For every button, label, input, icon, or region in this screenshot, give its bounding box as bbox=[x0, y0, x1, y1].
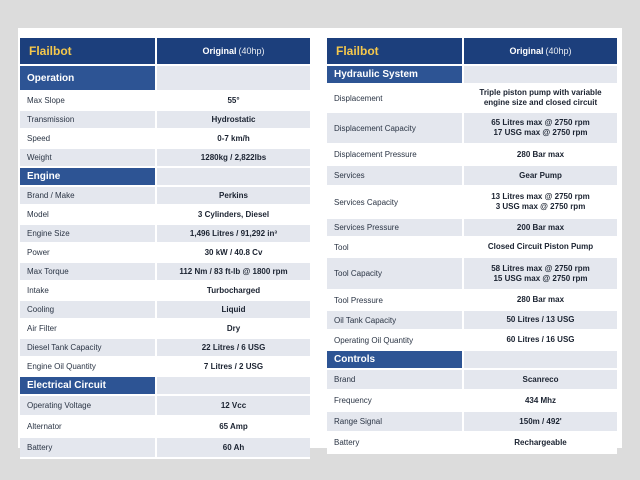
section-title: Engine bbox=[20, 168, 157, 185]
table-row bbox=[20, 358, 310, 377]
spec-label: Cooling bbox=[20, 301, 157, 318]
spec-value: 7 Litres / 2 USG bbox=[157, 358, 310, 375]
table-row bbox=[327, 391, 617, 412]
table-row bbox=[327, 219, 617, 238]
model-name bbox=[157, 38, 310, 64]
brand-name: Flailbot bbox=[327, 38, 464, 64]
model-power: (40hp) bbox=[545, 46, 572, 56]
spec-label: Engine Size bbox=[20, 225, 157, 242]
table-row bbox=[20, 417, 310, 438]
spec-label: Brand bbox=[327, 370, 464, 389]
spec-label: Frequency bbox=[327, 391, 464, 410]
spec-label: Air Filter bbox=[20, 320, 157, 337]
spec-value: 55° bbox=[157, 92, 310, 109]
spec-label: Tool Pressure bbox=[327, 291, 464, 309]
spec-value: 60 Ah bbox=[157, 438, 310, 457]
spec-value: Hydrostatic bbox=[157, 111, 310, 128]
spec-value: 65 Litres max @ 2750 rpm 17 USG max @ 2750 rpm bbox=[464, 113, 617, 143]
spec-value: 0-7 km/h bbox=[157, 130, 310, 147]
model-label: Original bbox=[202, 46, 237, 56]
spec-label: Weight bbox=[20, 149, 157, 166]
spec-value: 150m / 492' bbox=[464, 412, 617, 431]
spec-label: Services Pressure bbox=[327, 219, 464, 236]
spec-label: Diesel Tank Capacity bbox=[20, 339, 157, 356]
table-row bbox=[327, 258, 617, 291]
spec-label: Max Slope bbox=[20, 92, 157, 109]
section-title: Operation bbox=[20, 66, 157, 90]
spec-label: Services Capacity bbox=[327, 187, 464, 217]
spec-value: 3 Cylinders, Diesel bbox=[157, 206, 310, 223]
table-row bbox=[20, 187, 310, 206]
table-row bbox=[20, 206, 310, 225]
spec-value: Rechargeable bbox=[464, 433, 617, 452]
table-row bbox=[20, 282, 310, 301]
spec-label: Displacement Pressure bbox=[327, 145, 464, 164]
table-row bbox=[20, 130, 310, 149]
table-row bbox=[327, 113, 617, 145]
spec-label: Battery bbox=[327, 433, 464, 452]
table-row bbox=[327, 291, 617, 311]
spec-sheet bbox=[18, 28, 622, 452]
spec-value: Perkins bbox=[157, 187, 310, 204]
table-row bbox=[20, 301, 310, 320]
spec-value: 434 Mhz bbox=[464, 391, 617, 410]
spec-value: 1280kg / 2,822lbs bbox=[157, 149, 310, 166]
spec-value: 200 Bar max bbox=[464, 219, 617, 236]
section-header-controls bbox=[327, 351, 617, 370]
table-row bbox=[20, 111, 310, 130]
table-row bbox=[327, 85, 617, 113]
table-row bbox=[20, 320, 310, 339]
spec-value: 13 Litres max @ 2750 rpm 3 USG max @ 2750 rpm bbox=[464, 187, 617, 217]
spec-label: Intake bbox=[20, 282, 157, 299]
spec-value: 65 Amp bbox=[157, 417, 310, 436]
table-row bbox=[327, 187, 617, 219]
table-row bbox=[20, 92, 310, 111]
model-label: Original bbox=[509, 46, 544, 56]
spec-table-left bbox=[20, 38, 310, 459]
section-header-operation bbox=[20, 66, 310, 92]
section-header-hydraulic bbox=[327, 66, 617, 85]
spec-label: Brand / Make bbox=[20, 187, 157, 204]
spec-label: Displacement bbox=[327, 85, 464, 111]
table-row bbox=[327, 433, 617, 454]
spec-value: 30 kW / 40.8 Cv bbox=[157, 244, 310, 261]
table-row bbox=[327, 412, 617, 433]
spec-value: 280 Bar max bbox=[464, 145, 617, 164]
model-name bbox=[464, 38, 617, 64]
table-row bbox=[327, 238, 617, 258]
spec-label: Oil Tank Capacity bbox=[327, 311, 464, 329]
spec-value: Scanreco bbox=[464, 370, 617, 389]
spec-label: Model bbox=[20, 206, 157, 223]
spec-table-right bbox=[327, 38, 617, 454]
spec-label: Services bbox=[327, 166, 464, 185]
spec-label: Speed bbox=[20, 130, 157, 147]
spec-value: 112 Nm / 83 ft-lb @ 1800 rpm bbox=[157, 263, 310, 280]
table-header bbox=[327, 38, 617, 66]
table-row bbox=[20, 438, 310, 459]
table-row bbox=[327, 311, 617, 331]
section-title: Controls bbox=[327, 351, 464, 368]
spec-label: Operating Voltage bbox=[20, 396, 157, 415]
model-power: (40hp) bbox=[238, 46, 265, 56]
spec-value: 280 Bar max bbox=[464, 291, 617, 309]
spec-label: Displacement Capacity bbox=[327, 113, 464, 143]
section-header-electrical bbox=[20, 377, 310, 396]
table-row bbox=[20, 396, 310, 417]
spec-label: Range Signal bbox=[327, 412, 464, 431]
spec-value: Gear Pump bbox=[464, 166, 617, 185]
spec-value: 58 Litres max @ 2750 rpm 15 USG max @ 2750 rpm bbox=[464, 258, 617, 289]
spec-value: Dry bbox=[157, 320, 310, 337]
spec-label: Tool bbox=[327, 238, 464, 256]
spec-value: 60 Litres / 16 USG bbox=[464, 331, 617, 349]
table-row bbox=[20, 149, 310, 168]
section-title: Electrical Circuit bbox=[20, 377, 157, 394]
spec-value: Closed Circuit Piston Pump bbox=[464, 238, 617, 256]
table-row bbox=[327, 145, 617, 166]
spec-value: 22 Litres / 6 USG bbox=[157, 339, 310, 356]
section-title: Hydraulic System bbox=[327, 66, 464, 83]
spec-label: Operating Oil Quantity bbox=[327, 331, 464, 349]
table-row bbox=[327, 370, 617, 391]
spec-label: Battery bbox=[20, 438, 157, 457]
table-row bbox=[20, 263, 310, 282]
table-row bbox=[327, 166, 617, 187]
spec-value: Liquid bbox=[157, 301, 310, 318]
table-row bbox=[20, 244, 310, 263]
table-row bbox=[20, 225, 310, 244]
spec-label: Power bbox=[20, 244, 157, 261]
spec-value: Triple piston pump with variable engine size and closed circuit bbox=[464, 85, 617, 111]
table-header bbox=[20, 38, 310, 66]
spec-value: 1,496 Litres / 91,292 in³ bbox=[157, 225, 310, 242]
spec-label: Transmission bbox=[20, 111, 157, 128]
spec-value: 50 Litres / 13 USG bbox=[464, 311, 617, 329]
spec-label: Alternator bbox=[20, 417, 157, 436]
brand-name: Flailbot bbox=[20, 38, 157, 64]
spec-value: 12 Vcc bbox=[157, 396, 310, 415]
spec-label: Max Torque bbox=[20, 263, 157, 280]
spec-label: Engine Oil Quantity bbox=[20, 358, 157, 375]
table-row bbox=[20, 339, 310, 358]
spec-label: Tool Capacity bbox=[327, 258, 464, 289]
table-row bbox=[327, 331, 617, 351]
spec-value: Turbocharged bbox=[157, 282, 310, 299]
section-header-engine bbox=[20, 168, 310, 187]
